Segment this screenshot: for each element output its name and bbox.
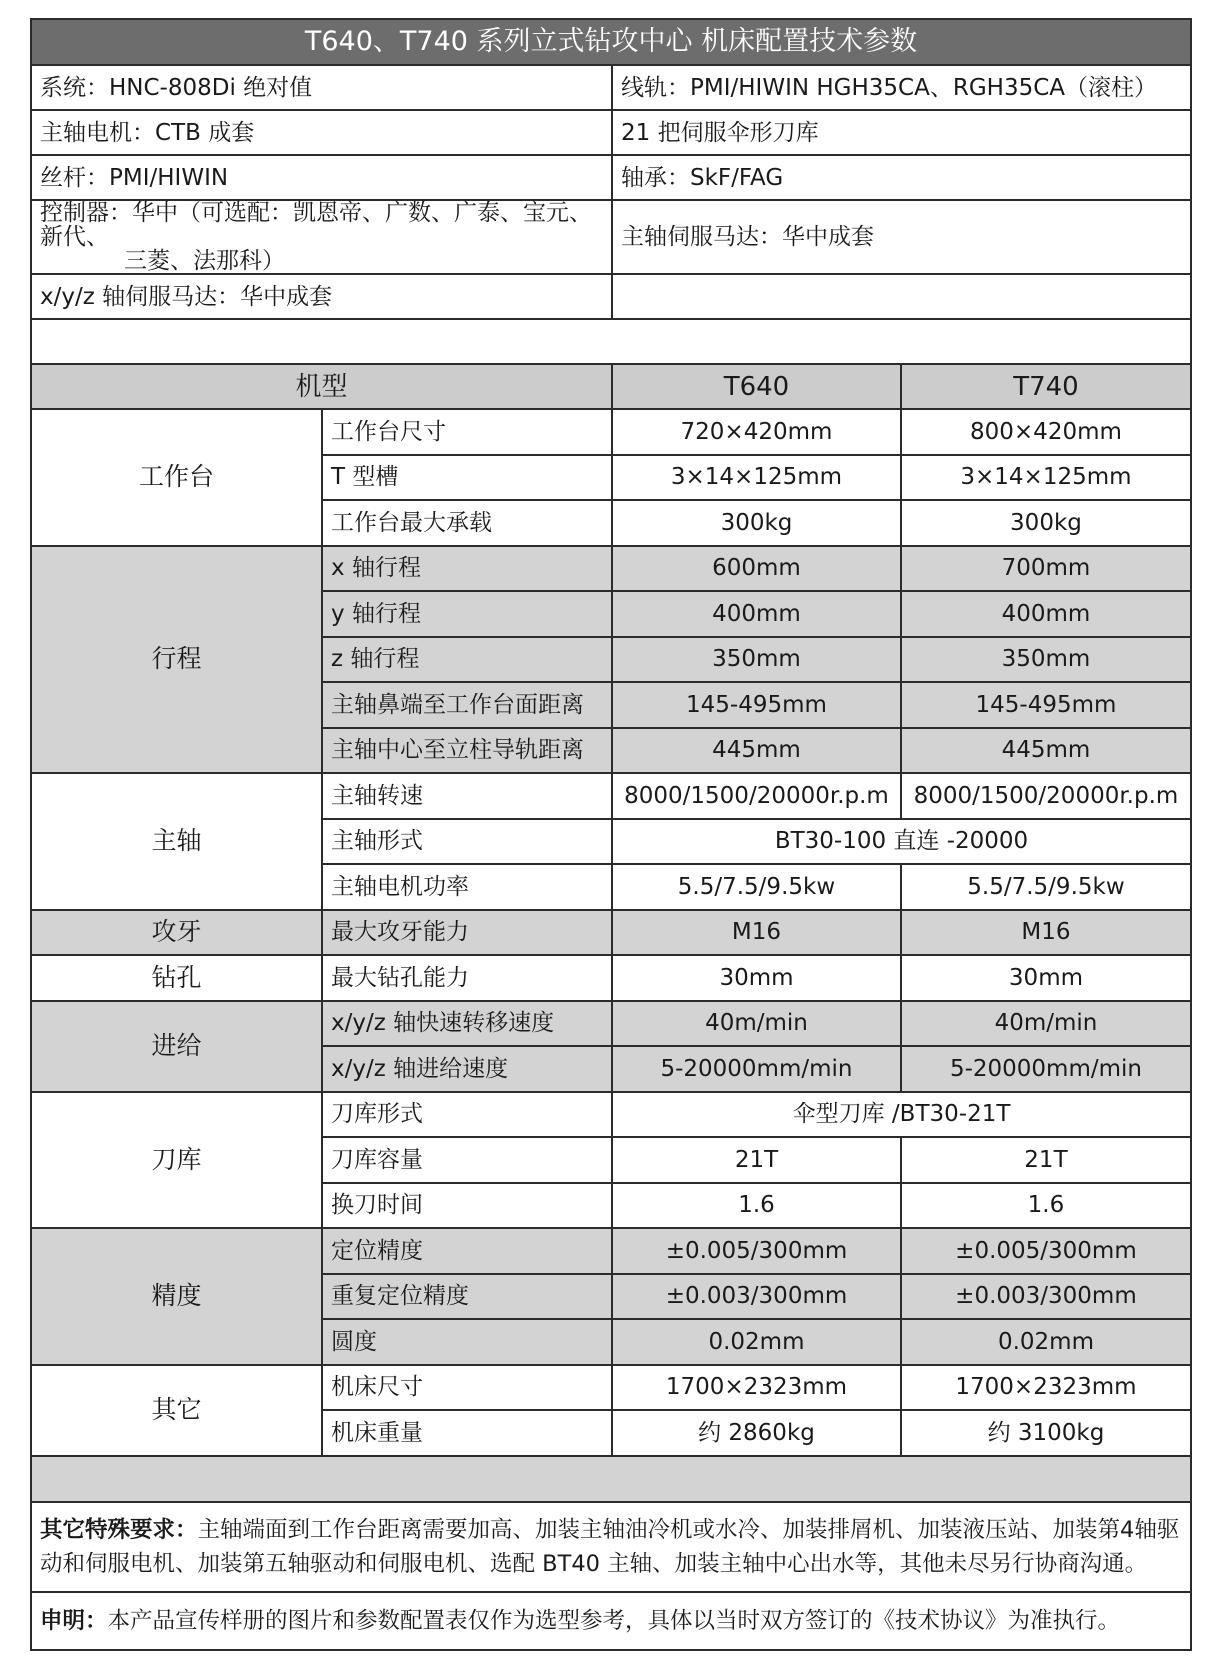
header-t640: T640 <box>612 364 901 409</box>
spec-table <box>30 18 1192 1651</box>
value-t640: 30mm <box>612 955 901 1001</box>
value-t740: ±0.003/300mm <box>901 1274 1191 1320</box>
value-t640: 145-495mm <box>612 682 901 728</box>
param-name: 机床重量 <box>322 1410 612 1456</box>
spec-sheet <box>30 18 1192 1651</box>
value-t740: 40m/min <box>901 1001 1191 1047</box>
value-t640: 8000/1500/20000r.p.m <box>612 773 901 819</box>
group-label: 钻孔 <box>31 955 322 1001</box>
value-t640: 445mm <box>612 728 901 774</box>
value-t740: 30mm <box>901 955 1191 1001</box>
special-requirements-text: 主轴端面到工作台距离需要加高、加装主轴油冷机或水冷、加装排屑机、加装液压站、加装第4轴驱动和伺服电机、加装第五轴驱动和伺服电机、选配 BT40 主轴、加装主轴中心出水等，其他未尽另行协商沟通。 <box>40 1516 1180 1577</box>
config-tool-magazine: 21 把伺服伞形刀库 <box>612 110 1191 155</box>
config-spindle-motor: 主轴电机：CTB 成套 <box>31 110 612 155</box>
param-name: 主轴形式 <box>322 819 612 865</box>
value-t740: 145-495mm <box>901 682 1191 728</box>
table-row <box>31 1001 1191 1047</box>
value-t740: 0.02mm <box>901 1319 1191 1365</box>
value-t640: 1700×2323mm <box>612 1365 901 1411</box>
table-row <box>31 955 1191 1001</box>
header-t740: T740 <box>901 364 1191 409</box>
value-t740: 3×14×125mm <box>901 455 1191 501</box>
value-t740: 800×420mm <box>901 409 1191 455</box>
value-t740: 1.6 <box>901 1183 1191 1229</box>
param-name: 主轴电机功率 <box>322 864 612 910</box>
group-label: 工作台 <box>31 409 322 546</box>
param-name: 机床尺寸 <box>322 1365 612 1411</box>
config-ballscrew: 丝杆：PMI/HIWIN <box>31 155 612 200</box>
spacer-bar <box>31 1456 1191 1502</box>
config-empty <box>612 274 1191 319</box>
table-row <box>31 1228 1191 1274</box>
value-t740: 5-20000mm/min <box>901 1046 1191 1092</box>
config-axis-servo: x/y/z 轴伺服马达：华中成套 <box>31 274 612 319</box>
value-t640: 40m/min <box>612 1001 901 1047</box>
table-row <box>31 1092 1191 1138</box>
param-name: 主轴转速 <box>322 773 612 819</box>
value-t640: 5-20000mm/min <box>612 1046 901 1092</box>
param-name: 重复定位精度 <box>322 1274 612 1320</box>
group-label: 进给 <box>31 1001 322 1092</box>
value-t640: 600mm <box>612 546 901 592</box>
declaration-text: 本产品宣传样册的图片和参数配置表仅作为选型参考，具体以当时双方签订的《技术协议》为准执行。 <box>107 1607 1121 1634</box>
param-name: x 轴行程 <box>322 546 612 592</box>
spacer-row <box>31 319 1191 364</box>
declaration <box>31 1592 1191 1650</box>
value-t740: 350mm <box>901 637 1191 683</box>
param-name: T 型槽 <box>322 455 612 501</box>
value-t640: 5.5/7.5/9.5kw <box>612 864 901 910</box>
table-row <box>31 910 1191 956</box>
param-name: z 轴行程 <box>322 637 612 683</box>
param-name: 工作台尺寸 <box>322 409 612 455</box>
value-t640: 400mm <box>612 591 901 637</box>
value-t640: ±0.005/300mm <box>612 1228 901 1274</box>
param-name: 主轴鼻端至工作台面距离 <box>322 682 612 728</box>
header-model: 机型 <box>31 364 612 409</box>
table-row <box>31 546 1191 592</box>
group-label: 攻牙 <box>31 910 322 956</box>
table-row <box>31 409 1191 455</box>
group-label: 主轴 <box>31 773 322 910</box>
value-t740: 1700×2323mm <box>901 1365 1191 1411</box>
value-t640: 21T <box>612 1137 901 1183</box>
param-name: 最大攻牙能力 <box>322 910 612 956</box>
param-name: 工作台最大承载 <box>322 500 612 546</box>
config-bearing: 轴承：SkF/FAG <box>612 155 1191 200</box>
group-label: 精度 <box>31 1228 322 1365</box>
value-t640: 300kg <box>612 500 901 546</box>
param-name: x/y/z 轴进给速度 <box>322 1046 612 1092</box>
value-t640: 0.02mm <box>612 1319 901 1365</box>
config-system: 系统：HNC-808Di 绝对值 <box>31 65 612 110</box>
param-name: y 轴行程 <box>322 591 612 637</box>
value-t740: 445mm <box>901 728 1191 774</box>
value-t740: 8000/1500/20000r.p.m <box>901 773 1191 819</box>
value-t640: 约 2860kg <box>612 1410 901 1456</box>
param-name: x/y/z 轴快速转移速度 <box>322 1001 612 1047</box>
value-both-models: BT30-100 直连 -20000 <box>612 819 1191 865</box>
param-name: 刀库形式 <box>322 1092 612 1138</box>
config-controller-line1: 控制器：华中（可选配：凯恩帝、广数、广泰、宝元、新代、 <box>40 200 592 250</box>
special-requirements-label: 其它特殊要求： <box>40 1516 198 1543</box>
param-name: 定位精度 <box>322 1228 612 1274</box>
value-both-models: 伞型刀库 /BT30-21T <box>612 1092 1191 1138</box>
value-t740: 300kg <box>901 500 1191 546</box>
param-name: 最大钻孔能力 <box>322 955 612 1001</box>
value-t640: 3×14×125mm <box>612 455 901 501</box>
config-controller <box>31 200 612 274</box>
value-t740: 21T <box>901 1137 1191 1183</box>
param-name: 刀库容量 <box>322 1137 612 1183</box>
config-spindle-servo: 主轴伺服马达：华中成套 <box>612 200 1191 274</box>
param-name: 主轴中心至立柱导轨距离 <box>322 728 612 774</box>
value-t740: 400mm <box>901 591 1191 637</box>
value-t740: 5.5/7.5/9.5kw <box>901 864 1191 910</box>
group-label: 其它 <box>31 1365 322 1456</box>
value-t640: 1.6 <box>612 1183 901 1229</box>
declaration-label: 申明： <box>40 1607 108 1634</box>
table-row <box>31 1365 1191 1411</box>
param-name: 换刀时间 <box>322 1183 612 1229</box>
special-requirements <box>31 1502 1191 1592</box>
page-title: T640、T740 系列立式钻攻中心 机床配置技术参数 <box>31 19 1191 65</box>
group-label: 刀库 <box>31 1092 322 1229</box>
value-t640: ±0.003/300mm <box>612 1274 901 1320</box>
value-t640: M16 <box>612 910 901 956</box>
config-linear-guide: 线轨：PMI/HIWIN HGH35CA、RGH35CA（滚柱） <box>612 65 1191 110</box>
value-t740: 700mm <box>901 546 1191 592</box>
value-t640: 720×420mm <box>612 409 901 455</box>
table-row <box>31 773 1191 819</box>
group-label: 行程 <box>31 546 322 774</box>
value-t740: 约 3100kg <box>901 1410 1191 1456</box>
config-controller-line2: 三菱、法那科） <box>124 248 285 274</box>
value-t640: 350mm <box>612 637 901 683</box>
value-t740: M16 <box>901 910 1191 956</box>
param-name: 圆度 <box>322 1319 612 1365</box>
value-t740: ±0.005/300mm <box>901 1228 1191 1274</box>
